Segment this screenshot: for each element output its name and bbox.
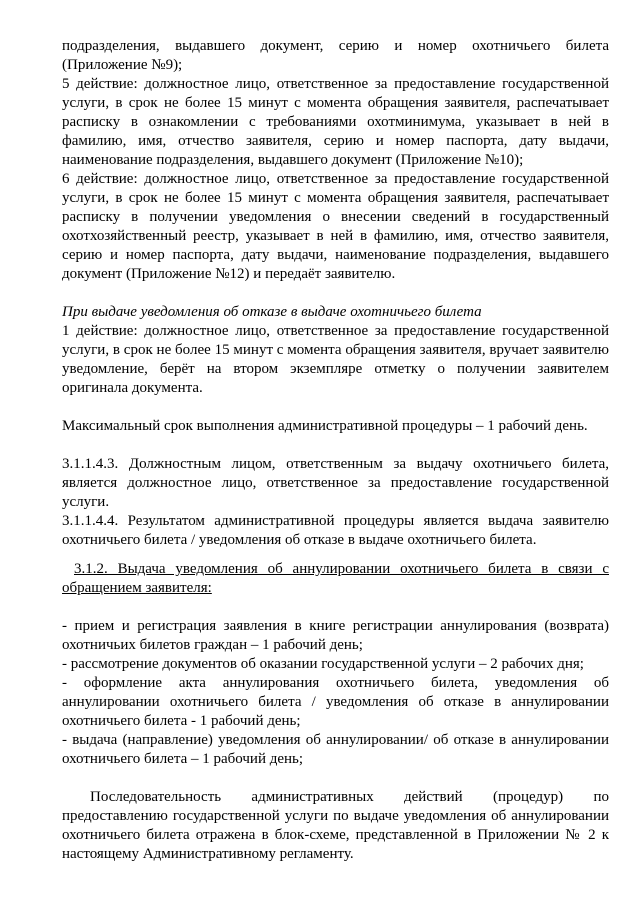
paragraph-refusal-action-1: 1 действие: должностное лицо, ответственное за предоставление государственной услуги, в срок не более 15 минут с момента обращения заявителя, вручает заявителю уведомление, берёт на втором экземпляре отметку о получении заявителем оригинала документа.	[62, 323, 609, 396]
section-heading-3-1-2	[62, 560, 609, 598]
section-heading-text: 3.1.2. Выдача уведомления об аннулировании охотничьего билета в связи с обращением заявителя:	[62, 561, 609, 596]
paragraph-max-duration: Максимальный срок выполнения административной процедуры – 1 рабочий день.	[62, 418, 588, 434]
paragraph-sequence: Последовательность административных действий (процедур) по предоставлению государственной услуги по выдаче уведомления об аннулировании охотничьего билета отражена в блок-схеме, представленной в Приложении № 2 к настоящему Административному регламенту.	[62, 789, 609, 862]
refusal-subheading: При выдаче уведомления об отказе в выдаче охотничьего билета	[62, 304, 482, 320]
list-item-review: - рассмотрение документов об оказании государственной услуги – 2 рабочих дня;	[62, 656, 584, 672]
paragraph-action-6: 6 действие: должностное лицо, ответственное за предоставление государственной услуги, в срок не более 15 минут с момента обращения заявителя, распечатывает расписку в получении уведомления о внесении сведений в государственный охотхозяйственный реестр, указывает в ней в фамилию, имя, отчество заявителя, серию и номер паспорта, дату выдачи, наименование подразделения, выдавшего документ (Приложение №12) и передаёт заявителю.	[62, 171, 609, 282]
paragraph-3-1-1-4-3: 3.1.1.4.3. Должностным лицом, ответственным за выдачу охотничьего билета, является должностное лицо, ответственное за предоставление государственной услуги.	[62, 456, 609, 510]
paragraph-appendix-9: подразделения, выдавшего документ, серию и номер охотничьего билета (Приложение №9);	[62, 38, 609, 73]
list-item-issue: - выдача (направление) уведомления об аннулировании/ об отказе в аннулировании охотничьего билета – 1 рабочий день;	[62, 732, 609, 767]
list-item-act: - оформление акта аннулирования охотничьего билета, уведомления об аннулировании охотничьего билета / уведомления об отказе в аннулировании охотничьего билета - 1 рабочий день;	[62, 675, 609, 729]
document-page	[62, 37, 609, 864]
list-item-registration: - прием и регистрация заявления в книге регистрации аннулирования (возврата) охотничьих билетов граждан – 1 рабочий день;	[62, 618, 609, 653]
paragraph-3-1-1-4-4: 3.1.1.4.4. Результатом административной процедуры является выдача заявителю охотничьего билета / уведомления об отказе в выдаче охотничьего билета.	[62, 513, 609, 548]
paragraph-action-5: 5 действие: должностное лицо, ответственное за предоставление государственной услуги, в срок не более 15 минут с момента обращения заявителя, распечатывает расписку в ознакомлении с требованиями охотминимума, указывает в ней в фамилию, имя, отчество заявителя, серию и номер паспорта, дату выдачи, наименование подразделения, выдавшего документ (Приложение №10);	[62, 76, 609, 168]
